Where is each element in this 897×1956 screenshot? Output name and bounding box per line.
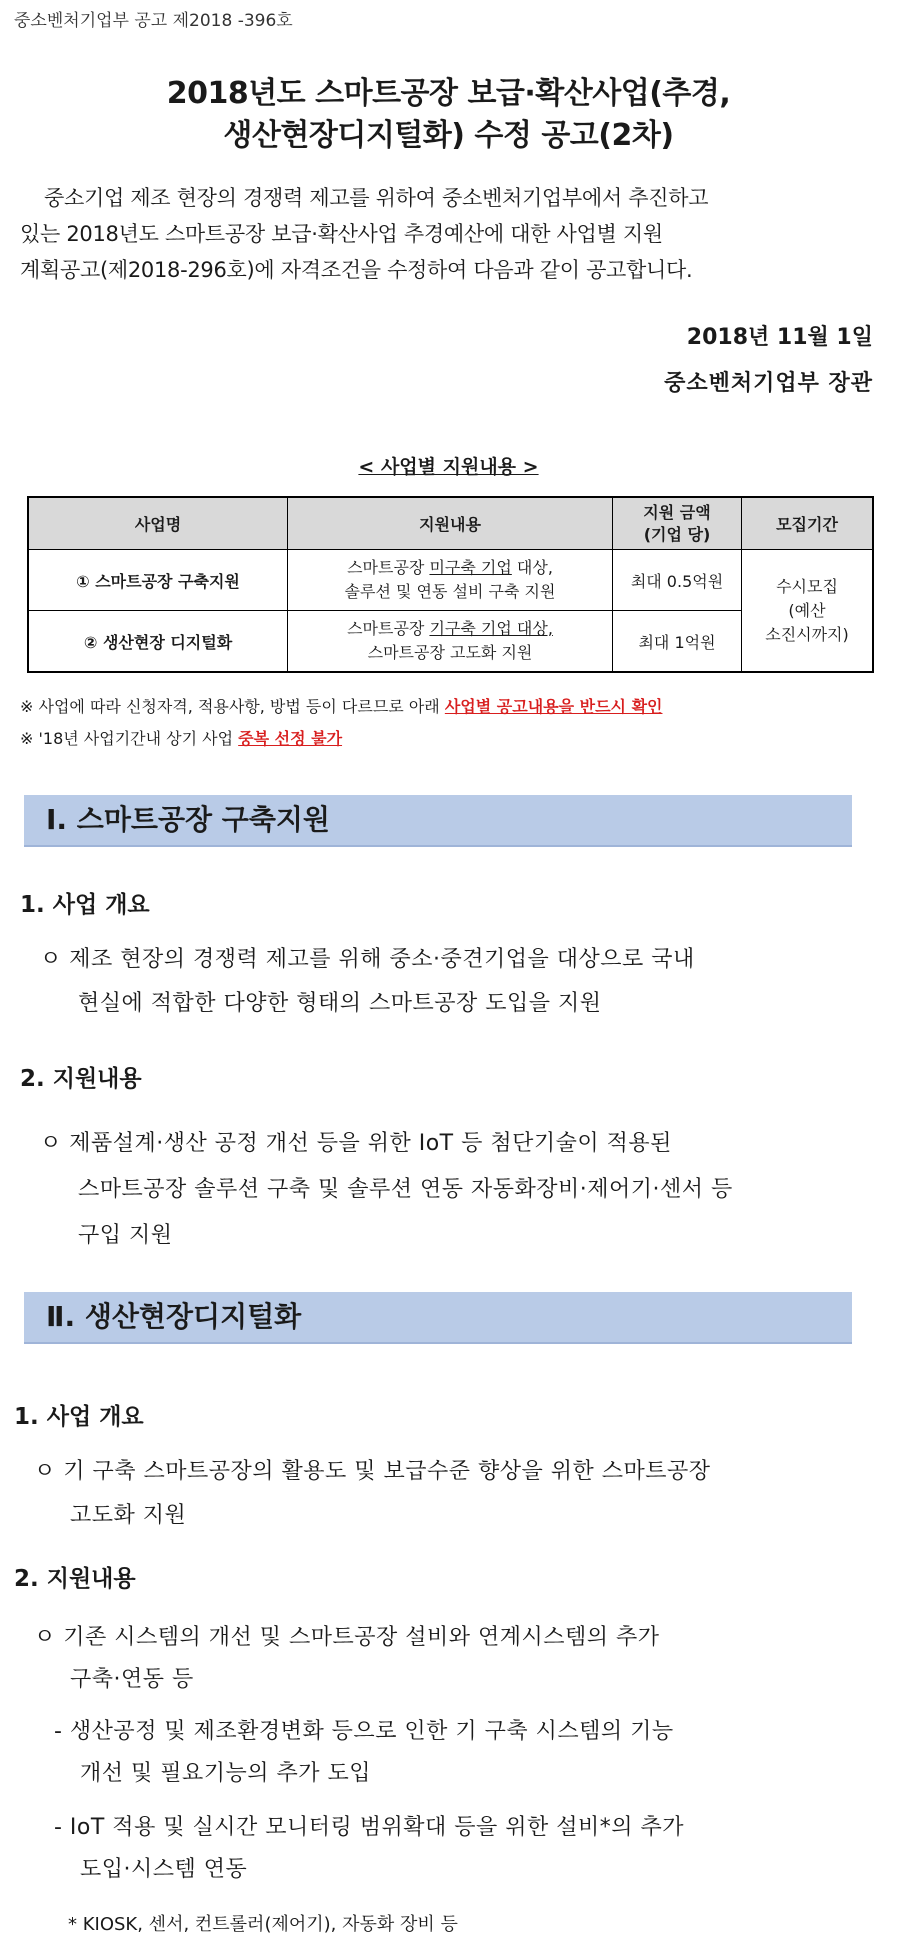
section-1-heading-overview: 1. 사업 개요 <box>20 892 150 918</box>
row-support-amount: 최대 0.5억원 <box>613 550 742 611</box>
bullet-line: 현실에 적합한 다양한 형태의 스마트공장 도입을 지원 <box>78 991 602 1016</box>
bullet-line: 스마트공장 솔루션 구축 및 솔루션 연동 자동화장비·제어기·센서 등 <box>78 1177 733 1202</box>
header-recruit-period: 모집기간 <box>742 497 874 550</box>
recruit-period-cell: 수시모집 (예산 소진시까지) <box>742 550 874 673</box>
bullet-line: ㅇ 기존 시스템의 개선 및 스마트공장 설비와 연계시스템의 추가 <box>34 1625 660 1650</box>
intro-line: 중소기업 제조 현장의 경쟁력 제고를 위하여 중소벤처기업부에서 추진하고 <box>44 186 709 210</box>
header-support-content: 지원내용 <box>288 497 613 550</box>
footnote: * KIOSK, 센서, 컨트롤러(제어기), 자동화 장비 등 <box>68 1914 458 1935</box>
section-1-header <box>24 795 852 847</box>
note-line: ※ 사업에 따라 신청자격, 적용사항, 방법 등이 다르므로 아래 사업별 공고내용을 반드시 확인 <box>20 697 663 716</box>
support-table <box>27 496 874 673</box>
header-support-amount: 지원 금액 (기업 당) <box>613 497 742 550</box>
row-support-content: 스마트공장 미구축 기업 대상, 솔루션 및 연동 설비 구축 지원 <box>288 550 613 611</box>
table-caption: < 사업별 지원내용 > <box>358 456 539 478</box>
intro-line: 계획공고(제2018-296호)에 자격조건을 수정하여 다음과 같이 공고합니다. <box>20 258 693 282</box>
section-2-heading-support: 2. 지원내용 <box>14 1566 136 1592</box>
bullet-line: ㅇ 제품설계·생산 공정 개선 등을 위한 IoT 등 첨단기술이 적용된 <box>40 1131 672 1156</box>
row-project-name: ① 스마트공장 구축지원 <box>28 550 288 611</box>
section-2-title: Ⅱ. 생산현장디지털화 <box>46 1300 302 1333</box>
section-2-heading-overview: 1. 사업 개요 <box>14 1404 144 1430</box>
section-1-heading-support: 2. 지원내용 <box>20 1066 142 1092</box>
bullet-line: 구입 지원 <box>78 1223 173 1248</box>
dash-item: - 생산공정 및 제조환경변화 등으로 인한 기 구축 시스템의 기능 <box>54 1719 674 1744</box>
notice-number: 중소벤처기업부 공고 제2018 -396호 <box>14 11 293 31</box>
row-support-content: 스마트공장 기구축 기업 대상, 스마트공장 고도화 지원 <box>288 611 613 673</box>
note-line: ※ '18년 사업기간내 상기 사업 중복 선정 불가 <box>20 729 343 748</box>
row-project-name: ② 생산현장 디지털화 <box>28 611 288 673</box>
document-title-line1: 2018년도 스마트공장 보급·확산사업(추경, <box>166 76 731 111</box>
row-support-amount: 최대 1억원 <box>613 611 742 673</box>
intro-line: 있는 2018년도 스마트공장 보급·확산사업 추경예산에 대한 사업별 지원 <box>20 222 663 246</box>
table-header-row <box>28 497 873 550</box>
minister-signature: 중소벤처기업부 장관 <box>664 371 873 396</box>
section-1-title: Ⅰ. 스마트공장 구축지원 <box>46 803 330 836</box>
bullet-line: 구축·연동 등 <box>70 1667 194 1692</box>
dash-item: - IoT 적용 및 실시간 모니터링 범위확대 등을 위한 설비*의 추가 <box>54 1815 685 1840</box>
dash-item: 개선 및 필요기능의 추가 도입 <box>80 1761 371 1786</box>
bullet-line: 고도화 지원 <box>70 1503 187 1528</box>
section-2-header <box>24 1292 852 1344</box>
document-title-line2: 생산현장디지털화) 수정 공고(2차) <box>223 118 674 153</box>
dash-item: 도입·시스템 연동 <box>80 1857 248 1882</box>
bullet-line: ㅇ 기 구축 스마트공장의 활용도 및 보급수준 향상을 위한 스마트공장 <box>34 1459 711 1484</box>
table-row <box>28 550 873 611</box>
notice-date: 2018년 11월 1일 <box>686 325 873 350</box>
header-project-name: 사업명 <box>28 497 288 550</box>
bullet-line: ㅇ 제조 현장의 경쟁력 제고를 위해 중소·중견기업을 대상으로 국내 <box>40 947 695 972</box>
